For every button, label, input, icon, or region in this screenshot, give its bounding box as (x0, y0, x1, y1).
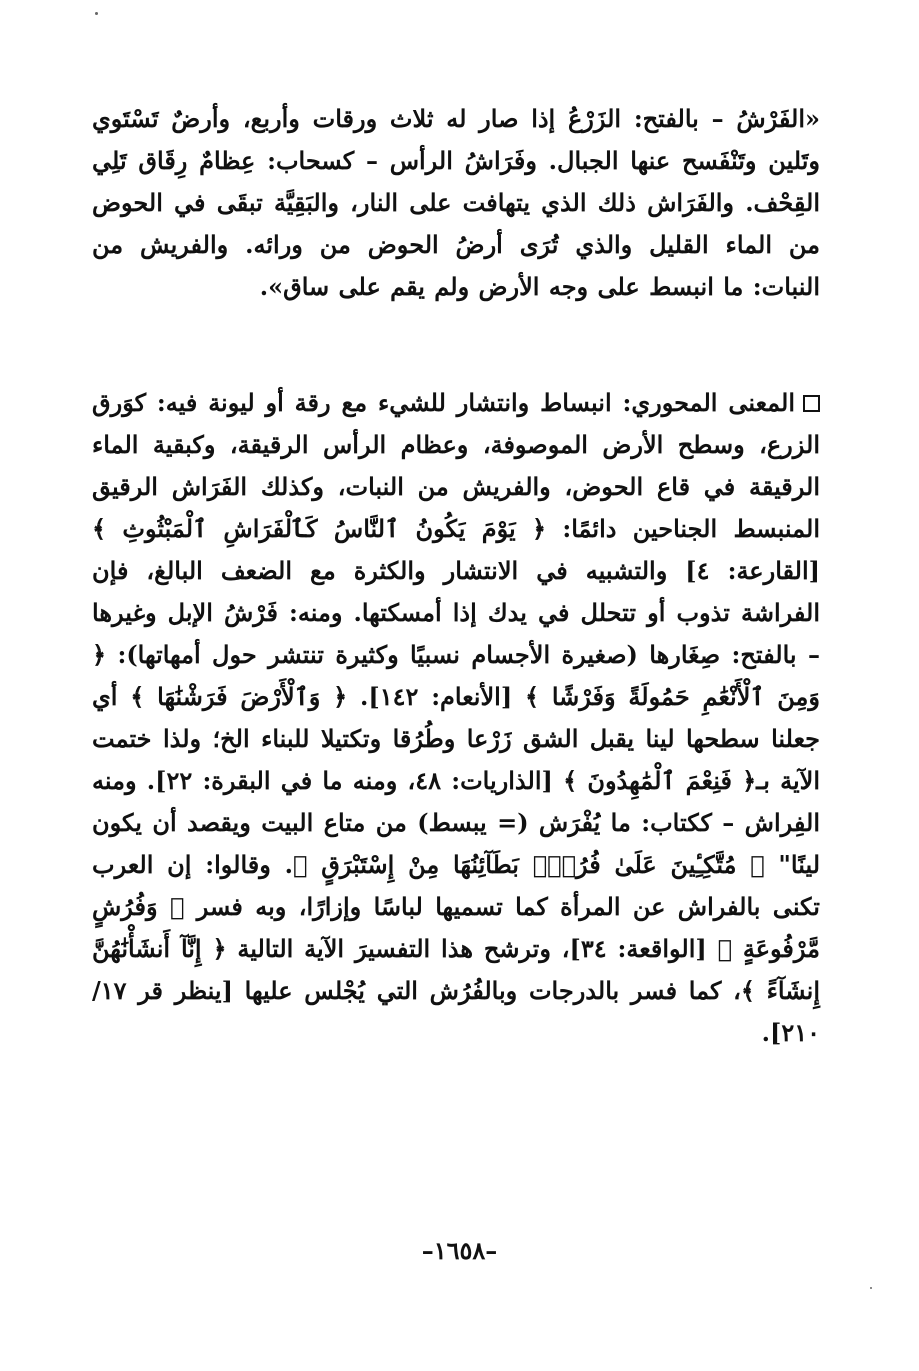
page-number: –١٦٥٨– (421, 1236, 498, 1265)
paragraph-body (92, 382, 820, 1054)
paragraph-text: «الفَرْشُ – بالفتح: الزَرْعُ إذا صار له ثلاث ورقات وأربع، وأرضٌ تَسْتَوي وتَلين وتَنْفَسح عنها الجبال. وفَرَاشُ الرأس – كسحاب: عِظامٌ رِقَاق تَلِي القِحْف. والفَرَاش ذلك الذي يتهافت على النار، والبَقِيَّة تبقَى في الحوض من الماء القليل والذي تُرَى أرضُ الحوض من ورائه. والفريش من النبات: ما انبسط على وجه الأرض ولم يقم على ساق». (92, 104, 820, 301)
scan-speck (870, 1287, 872, 1289)
scan-speck (95, 12, 98, 15)
paragraph-text: المعنى المحوري: انبساط وانتشار للشيء مع رقة أو ليونة فيه: كوَرق الزرع، وسطح الأرض الموصوفة، وعظام الرأس الرقيقة، وكبقية الماء الرقيقة في قاع الحوض، والفريش من النبات، وكذلك الفَرَاش الرقيق المنبسط الجناحين دائمًا: ﴿ يَوْمَ يَكُونُ ٱلنَّاسُ كَٱلْفَرَاشِ ٱلْمَبْثُوثِ ﴾ [القارعة: ٤] والتشبيه في الانتشار والكثرة مع الضعف البالغ، فإن الفراشة تذوب أو تتحلل في يدك إذا أمسكتها. ومنه: فَرْشُ الإبل وغيرها – بالفتح: صِغَارها (صغيرة الأجسام نسبيًا وكثيرة تنتشر حول أمهاتها): ﴿ وَمِنَ ٱلْأَنْعَٰمِ حَمُولَةً وَفَرْشًا ﴾ [الأنعام: ١٤٢]. ﴿ وَٱلْأَرْضَ فَرَشْنَٰهَا ﴾ أي جعلنا سطحها لينا يقبل الشق زَرْعا وطُرُقا وتكتيلا للبناء الخ؛ ولذا ختمت الآية بـ﴿ فَنِعْمَ ٱلْمَٰهِدُونَ ﴾ [الذاريات: ٤٨، ومنه ما في البقرة: ٢٢]. ومنه الفِراش – ككتاب: ما يُفْرَش (= يبسط) من متاع البيت ويقصد أن يكون لينًا" ﴿ مُتَّكِـِٔينَ عَلَىٰ فُرُشٍۭ بَطَآئِنُهَا مِنْ إِسْتَبْرَقٍ ﴾. وقالوا: إن العرب تكنى بالفراش عن المرأة كما تسميها لباسًا وإزارًا، وبه فسر ﴿ وَفُرُشٍ مَّرْفُوعَةٍ ﴾ [الواقعة: ٣٤]، وترشح هذا التفسيرَ الآية التالية ﴿ إِنَّآ أَنشَأْنَٰهُنَّ إِنشَآءً ﴾، كما فسر بالدرجات وبالفُرُش التي يُجْلس عليها [ينظر قر ١٧/ ٢١٠]. (92, 388, 821, 1047)
square-bullet-icon (803, 395, 820, 412)
core-meaning-paragraph (92, 382, 820, 1054)
dictionary-quote-paragraph (92, 98, 820, 308)
